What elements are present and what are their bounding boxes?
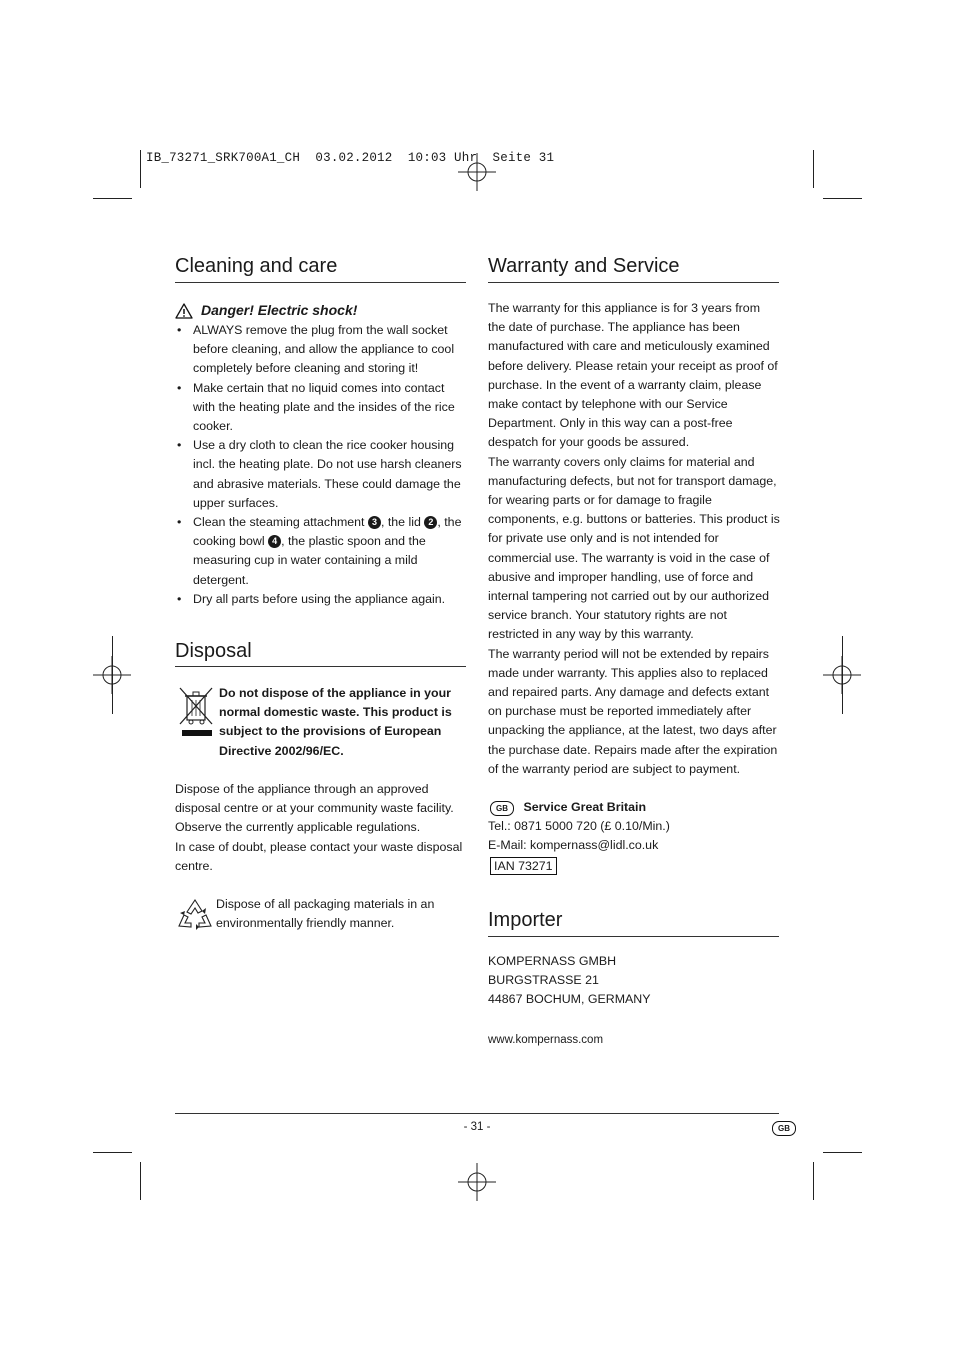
address-line: KOMPERNASS GMBH [488,954,617,968]
country-badge: GB [772,1121,796,1136]
section-rule [488,282,779,283]
importer-website: www.kompernass.com [488,1034,604,1046]
item-text: , the lid [380,515,425,530]
crop-mark [112,636,113,714]
registration-mark-icon [458,153,496,191]
crop-mark [93,198,132,199]
section-rule [488,936,779,937]
crop-mark [823,1152,862,1153]
importer-title: Importer [488,909,563,931]
service-heading [490,798,780,817]
crop-mark [813,1162,814,1200]
paragraph: In case of doubt, please contact your waste disposal centre. [175,839,463,873]
ian-number: IAN 73271 [490,857,557,875]
country-badge: GB [490,801,514,816]
section-rule [175,666,466,667]
list-item: • Make certain that no liquid comes into contact with the heating plate and the insides of the rice cooker. [175,379,466,437]
crop-mark [93,1152,132,1153]
service-phone: Tel.: 0871 5000 720 (£ 0.10/Min.) [488,819,670,834]
crop-mark [140,150,141,188]
list-item: • Dry all parts before using the appliance again. [175,590,466,609]
warning-heading [175,301,466,320]
cleaning-section [175,301,466,609]
crossed-bin-icon [178,686,214,740]
crop-mark [813,150,814,188]
paragraph: Dispose of the appliance through an approved disposal centre or at your community waste facility. Observe the currently applicable regulations. [175,782,454,835]
address-line: BURGSTRASSE 21 [488,973,599,988]
print-slug: IB_73271_SRK700A1_CH 03.02.2012 10:03 Uhr Seite 31 [146,151,555,165]
part-number-badge: 2 [424,516,437,529]
service-block [490,798,780,876]
item-text: , the plastic spoon and the measuring cup in water containing a mild detergent. [193,534,426,587]
list-item: • Use a dry cloth to clean the rice cooker housing incl. the heating plate. Do not use harsh cleaners and abrasive materials. These could damage the upper surfaces. [175,436,466,513]
registration-mark-icon [458,1163,496,1201]
warning-triangle-icon [175,303,193,319]
packaging-notice: Dispose of all packaging materials in an environmentally friendly manner. [216,897,435,931]
paragraph: The warranty period will not be extended by repairs made under warranty. This applies also to replaced and repaired parts. Any damage and defects extant on purchase must be reported immediately after unpacking the appliance, at the latest, two days after the purchase date. Repairs made after the expiration of the warranty period are subject to payment. [488,646,778,776]
importer-address [488,952,780,1010]
footer-rule [175,1113,779,1114]
cleaning-list [175,321,466,609]
disposal-title: Disposal [175,640,252,662]
part-number-badge: 3 [368,516,381,529]
disposal-text [175,780,465,876]
item-text: , the cooking bowl [193,515,462,549]
crop-mark [823,198,862,199]
part-number-badge: 4 [268,535,281,548]
cleaning-title: Cleaning and care [175,255,338,277]
list-item [175,513,466,590]
weee-notice: Do not dispose of the appliance in your normal domestic waste. This product is subject to the provisions of European Directive 2002/96/EC. [219,686,452,758]
paragraph: The warranty for this appliance is for 3 years from the date of purchase. The appliance has been manufactured with care and meticulously examined before delivery. Please retain your receipt as proof of purchase. In the event of a warranty claim, please make contact by telephone with our Service Department. Only in this way can a post-free despatch for your goods be assured. [488,301,778,450]
list-item: • ALWAYS remove the plug from the wall socket before cleaning, and allow the appliance to cool completely before cleaning and storing it! [175,321,466,379]
warranty-title: Warranty and Service [488,255,680,277]
service-title: Service Great Britain [523,800,647,814]
crop-mark [140,1162,141,1200]
recycle-icon [176,897,214,933]
warning-text: Danger! Electric shock! [201,302,358,318]
address-line: 44867 BOCHUM, GERMANY [488,992,651,1007]
section-rule [175,282,466,283]
item-text: Clean the steaming attachment [193,515,368,530]
paragraph: The warranty covers only claims for material and manufacturing defects, but not for transport damage, for wearing parts or for damage to fragile components, e.g. buttons or batteries. This product is for private use only and is not intended for commercial use. The warranty is void in the case of abusive and improper handling, use of force and internal tampering not carried out by our authorized service branch. Your statutory rights are not restricted in any way by this warranty. [488,454,780,642]
warranty-text [488,299,780,779]
crop-mark [842,636,843,714]
page-number: - 31 - [463,1121,491,1133]
service-email: E-Mail: kompernass@lidl.co.uk [488,838,659,853]
